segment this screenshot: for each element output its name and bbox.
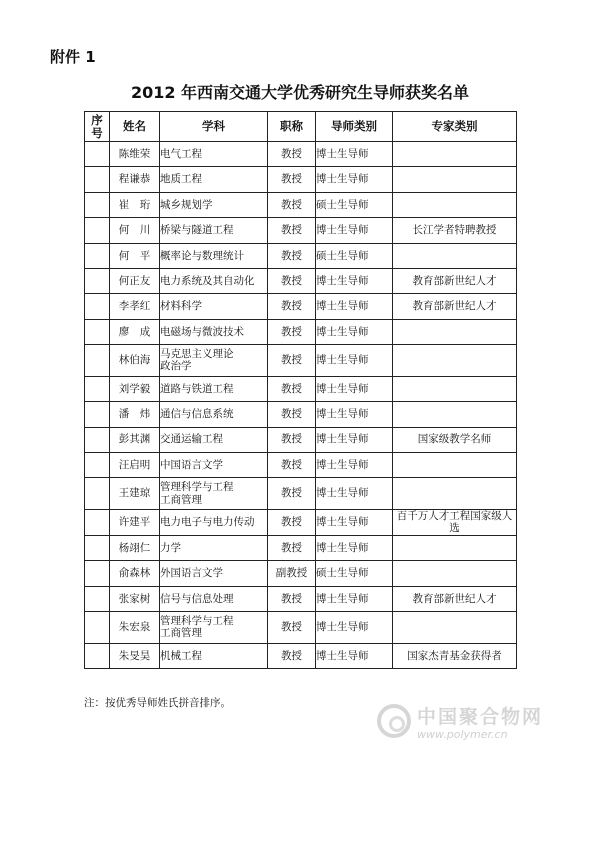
cell-supervisor-type: 博士生导师 (316, 427, 393, 452)
cell-supervisor-type: 博士生导师 (316, 319, 393, 344)
cell-rank: 副教授 (268, 561, 316, 586)
cell-no (85, 612, 110, 644)
cell-expert-type (393, 452, 517, 477)
header-no: 序 号 (85, 112, 110, 142)
table-row (85, 643, 517, 668)
cell-supervisor-type: 博士生导师 (316, 294, 393, 319)
cell-supervisor-type: 博士生导师 (316, 612, 393, 644)
table-row (85, 452, 517, 477)
cell-no (85, 509, 110, 535)
cell-no (85, 643, 110, 668)
cell-name: 朱宏泉 (110, 612, 160, 644)
cell-subject: 信号与信息处理 (160, 586, 268, 611)
cell-subject: 管理科学与工程 工商管理 (160, 478, 268, 510)
cell-subject: 桥梁与隧道工程 (160, 218, 268, 243)
cell-supervisor-type: 博士生导师 (316, 509, 393, 535)
cell-supervisor-type: 博士生导师 (316, 167, 393, 192)
header-name: 姓名 (110, 112, 160, 142)
cell-supervisor-type: 博士生导师 (316, 142, 393, 167)
table-row (85, 535, 517, 560)
cell-no (85, 478, 110, 510)
table-row (85, 192, 517, 217)
table-row (85, 586, 517, 611)
cell-subject: 电磁场与微波技术 (160, 319, 268, 344)
cell-name: 程谦恭 (110, 167, 160, 192)
cell-expert-type (393, 142, 517, 167)
cell-rank: 教授 (268, 294, 316, 319)
cell-expert-type: 百千万人才工程国家级人选 (393, 509, 517, 535)
header-supervisor-type: 导师类别 (316, 112, 393, 142)
cell-subject: 道路与铁道工程 (160, 376, 268, 401)
table-row (85, 268, 517, 293)
cell-supervisor-type: 博士生导师 (316, 345, 393, 377)
cell-subject: 马克思主义理论 政治学 (160, 345, 268, 377)
cell-no (85, 167, 110, 192)
cell-no (85, 427, 110, 452)
cell-no (85, 218, 110, 243)
cell-rank: 教授 (268, 167, 316, 192)
cell-name: 李孝红 (110, 294, 160, 319)
cell-subject: 中国语言文学 (160, 452, 268, 477)
cell-name: 何 平 (110, 243, 160, 268)
cell-subject: 力学 (160, 535, 268, 560)
watermark (377, 700, 552, 748)
cell-no (85, 243, 110, 268)
cell-no (85, 535, 110, 560)
cell-supervisor-type: 博士生导师 (316, 402, 393, 427)
cell-no (85, 345, 110, 377)
cell-name: 崔 珩 (110, 192, 160, 217)
award-table (84, 111, 517, 669)
cell-subject: 机械工程 (160, 643, 268, 668)
cell-name: 陈维荣 (110, 142, 160, 167)
cell-no (85, 402, 110, 427)
cell-expert-type (393, 535, 517, 560)
cell-expert-type: 教育部新世纪人才 (393, 586, 517, 611)
cell-expert-type (393, 376, 517, 401)
cell-subject: 通信与信息系统 (160, 402, 268, 427)
cell-name: 何正友 (110, 268, 160, 293)
cell-no (85, 452, 110, 477)
table-row (85, 402, 517, 427)
cell-no (85, 586, 110, 611)
table-header-row (85, 112, 517, 142)
cell-no (85, 376, 110, 401)
cell-expert-type (393, 478, 517, 510)
cell-rank: 教授 (268, 612, 316, 644)
table-row (85, 345, 517, 377)
cell-rank: 教授 (268, 142, 316, 167)
cell-rank: 教授 (268, 192, 316, 217)
cell-supervisor-type: 博士生导师 (316, 586, 393, 611)
cell-no (85, 268, 110, 293)
annex-label: 附件 1 (50, 48, 96, 66)
cell-subject: 电力电子与电力传动 (160, 509, 268, 535)
table-row (85, 319, 517, 344)
cell-no (85, 142, 110, 167)
cell-subject: 概率论与数理统计 (160, 243, 268, 268)
cell-subject: 材料科学 (160, 294, 268, 319)
footnote: 注：按优秀导师姓氏拼音排序。 (84, 697, 231, 709)
table-row (85, 142, 517, 167)
cell-supervisor-type: 博士生导师 (316, 218, 393, 243)
table-row (85, 294, 517, 319)
table-row (85, 478, 517, 510)
cell-name: 王建琼 (110, 478, 160, 510)
cell-no (85, 561, 110, 586)
cell-name: 彭其渊 (110, 427, 160, 452)
cell-name: 林伯海 (110, 345, 160, 377)
cell-expert-type: 国家杰青基金获得者 (393, 643, 517, 668)
cell-supervisor-type: 博士生导师 (316, 268, 393, 293)
cell-rank: 教授 (268, 319, 316, 344)
cell-name: 汪启明 (110, 452, 160, 477)
cell-name: 廖 成 (110, 319, 160, 344)
cell-no (85, 319, 110, 344)
cell-rank: 教授 (268, 478, 316, 510)
cell-subject: 城乡规划学 (160, 192, 268, 217)
cell-subject: 交通运输工程 (160, 427, 268, 452)
table-row (85, 376, 517, 401)
table-row (85, 167, 517, 192)
table-row (85, 427, 517, 452)
cell-no (85, 294, 110, 319)
cell-supervisor-type: 博士生导师 (316, 535, 393, 560)
cell-expert-type (393, 612, 517, 644)
cell-supervisor-type: 硕士生导师 (316, 561, 393, 586)
cell-rank: 教授 (268, 243, 316, 268)
cell-rank: 教授 (268, 509, 316, 535)
cell-name: 许建平 (110, 509, 160, 535)
polymer-logo-icon (377, 704, 411, 738)
cell-name: 刘学毅 (110, 376, 160, 401)
cell-subject: 电气工程 (160, 142, 268, 167)
watermark-url: www.polymer.cn (417, 728, 508, 741)
cell-name: 朱旻昊 (110, 643, 160, 668)
cell-rank: 教授 (268, 643, 316, 668)
watermark-site-name: 中国聚合物网 (417, 706, 544, 728)
cell-rank: 教授 (268, 268, 316, 293)
cell-no (85, 192, 110, 217)
header-expert-type: 专家类别 (393, 112, 517, 142)
table-row (85, 509, 517, 535)
cell-rank: 教授 (268, 218, 316, 243)
cell-rank: 教授 (268, 535, 316, 560)
cell-supervisor-type: 博士生导师 (316, 643, 393, 668)
cell-expert-type (393, 167, 517, 192)
cell-expert-type: 长江学者特聘教授 (393, 218, 517, 243)
cell-rank: 教授 (268, 345, 316, 377)
cell-rank: 教授 (268, 586, 316, 611)
cell-supervisor-type: 硕士生导师 (316, 192, 393, 217)
cell-subject: 电力系统及其自动化 (160, 268, 268, 293)
cell-expert-type (393, 561, 517, 586)
cell-name: 杨翊仁 (110, 535, 160, 560)
table-row (85, 612, 517, 644)
cell-rank: 教授 (268, 376, 316, 401)
cell-rank: 教授 (268, 402, 316, 427)
cell-expert-type: 国家级教学名师 (393, 427, 517, 452)
header-rank: 职称 (268, 112, 316, 142)
cell-expert-type: 教育部新世纪人才 (393, 268, 517, 293)
cell-supervisor-type: 博士生导师 (316, 376, 393, 401)
cell-subject: 管理科学与工程 工商管理 (160, 612, 268, 644)
cell-name: 张家树 (110, 586, 160, 611)
cell-name: 潘 炜 (110, 402, 160, 427)
cell-supervisor-type: 博士生导师 (316, 452, 393, 477)
cell-expert-type (393, 192, 517, 217)
table-row (85, 218, 517, 243)
cell-expert-type (393, 243, 517, 268)
cell-rank: 教授 (268, 427, 316, 452)
cell-name: 何 川 (110, 218, 160, 243)
cell-name: 俞森林 (110, 561, 160, 586)
cell-supervisor-type: 硕士生导师 (316, 243, 393, 268)
table-row (85, 243, 517, 268)
cell-supervisor-type: 博士生导师 (316, 478, 393, 510)
cell-expert-type (393, 319, 517, 344)
cell-expert-type (393, 402, 517, 427)
document-title: 2012 年西南交通大学优秀研究生导师获奖名单 (130, 83, 470, 102)
header-subject: 学科 (160, 112, 268, 142)
table-row (85, 561, 517, 586)
cell-expert-type: 教育部新世纪人才 (393, 294, 517, 319)
cell-expert-type (393, 345, 517, 377)
cell-rank: 教授 (268, 452, 316, 477)
cell-subject: 地质工程 (160, 167, 268, 192)
cell-subject: 外国语言文学 (160, 561, 268, 586)
